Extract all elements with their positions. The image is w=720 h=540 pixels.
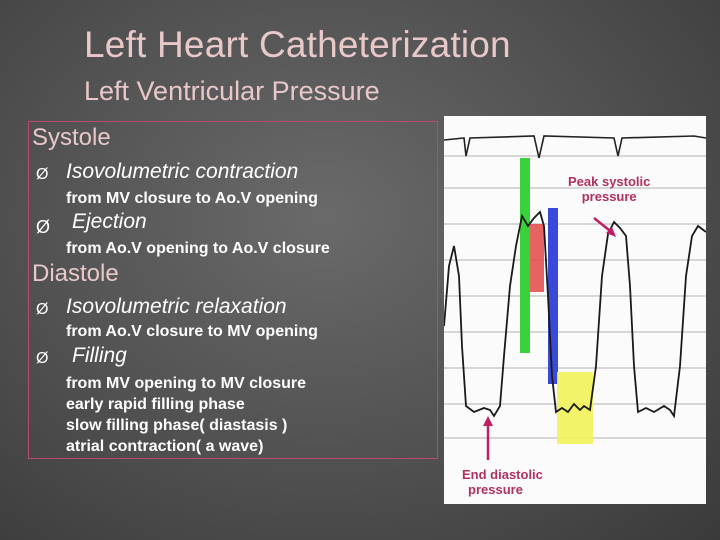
end-diastolic-label-line1: End diastolic — [462, 467, 543, 482]
phase-atrial-contraction: atrial contraction( a wave) — [66, 438, 264, 455]
bullet-arrow-icon: Ø — [36, 166, 49, 183]
phase-early-rapid: early rapid filling phase — [66, 396, 245, 413]
detail-ejection: from Ao.V opening to Ao.V closure — [66, 240, 330, 257]
peak-systolic-label — [568, 174, 650, 204]
systole-heading: Systole — [32, 124, 111, 151]
peak-systolic-label-line1: Peak systolic — [568, 174, 651, 189]
peak-systolic-label-line2: pressure — [581, 189, 637, 204]
detail-isovolumetric-contraction: from MV closure to Ao.V opening — [66, 190, 318, 207]
filling-details — [66, 373, 306, 457]
bullet-arrow-icon: Ø — [36, 301, 49, 318]
slide-subtitle: Left Ventricular Pressure — [84, 76, 380, 106]
detail-filling: from MV opening to MV closure — [66, 375, 307, 392]
slide-title: Left Heart Catheterization — [84, 24, 511, 65]
detail-isovolumetric-relaxation: from Ao.V closure to MV opening — [66, 323, 318, 340]
end-diastolic-label-line2: pressure — [468, 482, 523, 497]
item-isovolumetric-contraction: Isovolumetric contraction — [66, 160, 299, 183]
item-isovolumetric-relaxation: Isovolumetric relaxation — [66, 295, 287, 318]
isovolumetric-contraction-band — [520, 158, 530, 353]
bullet-arrow-icon: Ø — [36, 350, 49, 367]
item-ejection: Ejection — [72, 210, 147, 233]
end-diastolic-label — [462, 467, 543, 497]
ejection-band — [530, 224, 544, 292]
diastole-heading: Diastole — [32, 260, 119, 287]
bullet-arrow-icon: Ø — [36, 217, 51, 237]
item-filling: Filling — [72, 344, 127, 367]
isovolumetric-relaxation-band — [548, 208, 558, 384]
phase-slow-filling: slow filling phase( diastasis ) — [66, 417, 288, 434]
